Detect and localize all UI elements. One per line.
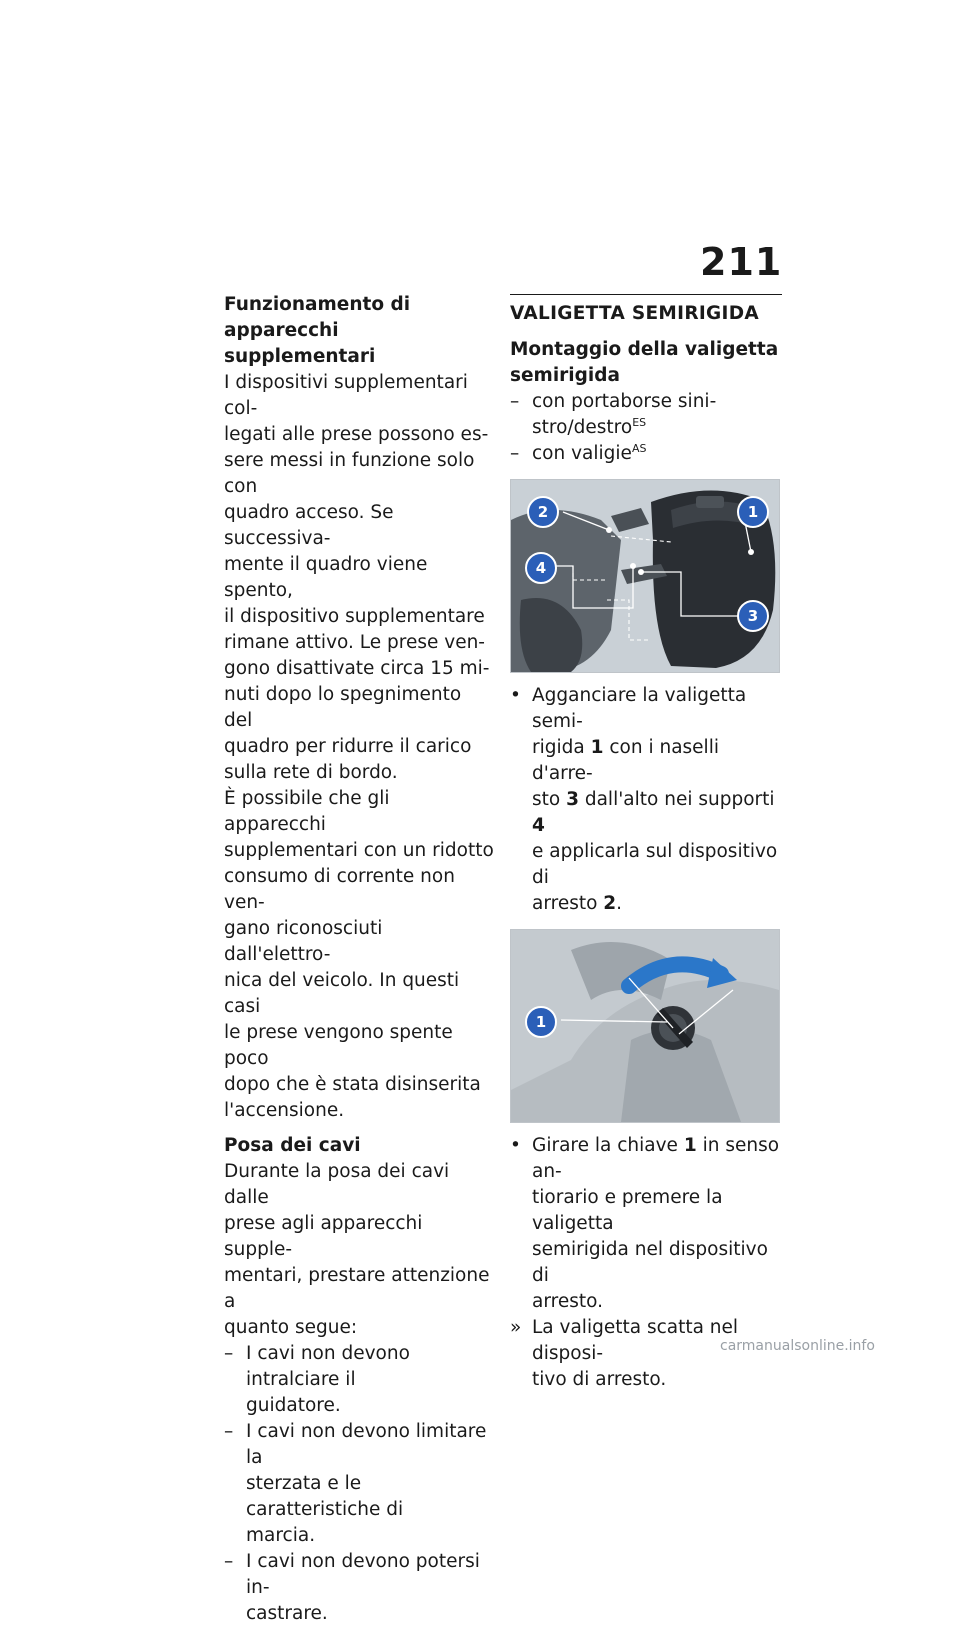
- dash-marker: –: [224, 1343, 234, 1364]
- step-result: » La valigetta scatta nel disposi- tivo di arresto.: [510, 1317, 739, 1390]
- result-marker: »: [510, 1317, 522, 1338]
- heading-posa-cavi: Posa dei cavi: [224, 1135, 361, 1156]
- paragraph-dispositivi: I dispositivi supplementari col- legati alle prese possono es- sere messi in funzione solo con quadro acceso. Se successiva- mente il quadro viene spento, il dispositivo supplementare rimane attivo. Le prese ven- gono disattivate circa 15 mi- nuti dopo lo spegnimento del quadro per ridurre il carico sulla rete di bordo.: [224, 372, 490, 783]
- dash-marker: –: [224, 1421, 234, 1442]
- option-code: ES: [632, 415, 647, 429]
- heading-apparecchi: Funzionamento di apparecchi supplementari: [224, 294, 411, 367]
- heading-montaggio: Montaggio della valigetta semirigida: [510, 339, 779, 386]
- section-rule: [510, 294, 782, 295]
- dash-marker: –: [510, 391, 520, 412]
- step-agganciare: • Agganciare la valigetta semi- rigida 1 con i naselli d'arre- sto 3 dall'alto nei supporti 4 e applicarla sul dispositivo di arresto 2.: [510, 685, 778, 914]
- page-number: 211: [700, 240, 783, 284]
- bullet-marker: •: [510, 685, 521, 706]
- callout-2: 2: [527, 496, 559, 528]
- key-lock-illustration: [510, 929, 780, 1123]
- paragraph-posa: Durante la posa dei cavi dalle prese agli apparecchi supple- mentari, prestare attenzione a quanto segue:: [224, 1161, 490, 1338]
- right-column: [510, 294, 782, 1393]
- list-item: – con portaborse sini- stro/destro$^{ES}$: [510, 391, 717, 438]
- step-girare: • Girare la chiave 1 in senso an- tiorario e premere la valigetta semirigida nel dispositivo di arresto.: [510, 1135, 780, 1312]
- bullet-marker: •: [510, 1135, 521, 1156]
- left-column: [224, 292, 494, 1627]
- callout-4: 4: [525, 552, 557, 584]
- callout-1: 1: [737, 496, 769, 528]
- callout-3: 3: [737, 600, 769, 632]
- dash-marker: –: [224, 1551, 234, 1572]
- option-code: AS: [631, 441, 647, 455]
- list-item: – I cavi non devono intralciare il guidatore.: [224, 1343, 410, 1416]
- paragraph-consumo: È possibile che gli apparecchi supplementari con un ridotto consumo di corrente non ven- gano riconosciuti dall'elettro- nica del veicolo. In questi casi le prese vengono spente poco dopo che è stata disinserita l'accensione.: [224, 788, 494, 1121]
- list-item: – con valigie$^{AS}$: [510, 441, 782, 467]
- case-mounting-illustration: [510, 479, 780, 673]
- callout-1: 1: [525, 1006, 557, 1038]
- footer-watermark: carmanualsonline.info: [720, 1338, 875, 1354]
- section-title: VALIGETTA SEMIRIGIDA: [510, 303, 759, 324]
- list-item: – I cavi non devono limitare la sterzata e le caratteristiche di marcia.: [224, 1421, 487, 1546]
- dash-marker: –: [510, 443, 520, 464]
- list-item: – I cavi non devono potersi in- castrare.: [224, 1551, 480, 1624]
